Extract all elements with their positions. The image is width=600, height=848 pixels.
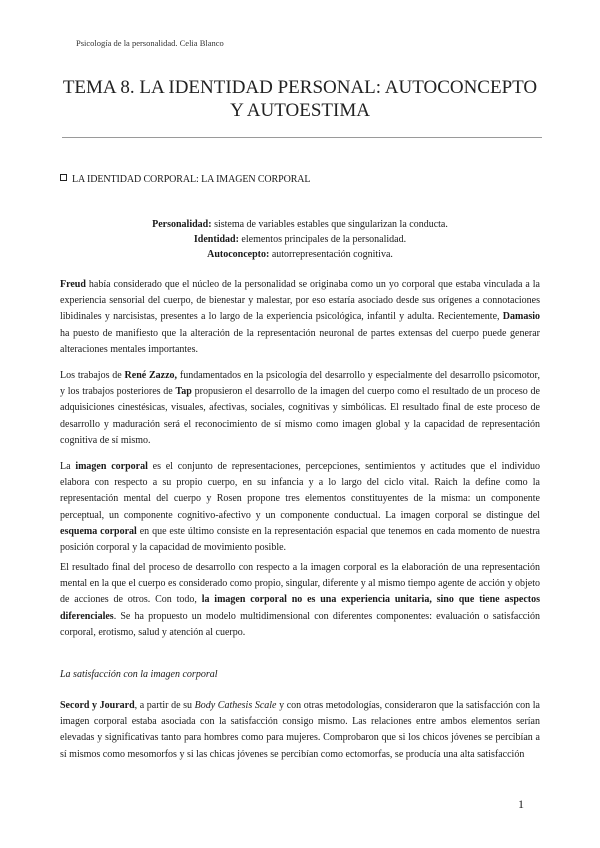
running-header: Psicología de la personalidad. Celia Blanco [76,38,224,48]
page-number: 1 [518,797,524,811]
paragraph-freud [60,277,540,358]
subheading-satisfaccion: La satisfacción con la imagen corporal [60,669,218,680]
paragraph-text: fundamentados en la psicología del desarrollo y especialmente del desarrollo psicomotor, y los trabajos posteriores de [60,370,540,398]
definition-term: Identidad: [193,234,239,245]
definition-text: autorrepresentación cognitiva. [269,249,393,260]
section-heading [60,174,310,185]
definitions-block [60,217,540,262]
paragraph-text: y con otras metodologías, consideraron que la satisfacción con la imagen corporal estaba asociada con la satisfacción consigo mismo. Las relaciones entre ambos elementos serían elevadas y significativas tanto para hombres como para mujeres. Comprobaron que si los chicos jóvenes se percibían a sí mismos como mesomorfos y si las chicas jóvenes se percibían como ectomorfas, se producía una alta satisfacción [60,700,540,760]
paragraph-imagen-corporal [60,459,540,556]
scale-name: Body Cathesis Scale [194,700,277,711]
paragraph-text: había considerado que el núcleo de la personalidad se originaba como un yo corporal que estaba vinculada a la experiencia sensorial del cuerpo, de bienestar y malestar, por eso estaría asociado desde sus orígenes a connotaciones libidinales y narcisistas, presentes a lo largo de la experiencia psicológica, infantil y adulta. Recientemente, [60,279,540,323]
square-bullet-icon [60,174,67,181]
definition-autoconcepto [60,247,540,262]
paragraph-text: ha puesto de manifiesto que la alteración de la representación neuronal de partes extensas del cuerpo puede generar alteraciones mentales importantes. [60,327,540,355]
paragraph-text: propusieron el desarrollo de la imagen del cuerpo como el resultado de un proceso de adquisiciones cinestésicas, visuales, afectivas, sociales, cognitivas y simbólicas. El resultado final de este proceso de desarrollo y maduración será el reconocimiento de sí mismo como imagen global y la capacidad de representación cognitiva de sí mismo. [60,386,540,446]
term-esquema-corporal: esquema corporal [60,525,137,537]
document-title: TEMA 8. LA IDENTIDAD PERSONAL: AUTOCONCEPTO Y AUTOESTIMA [62,77,538,121]
name-zazzo: René Zazzo, [124,370,178,381]
section-heading-text: LA IDENTIDAD CORPORAL: LA IMAGEN CORPORAL [72,174,311,185]
definition-term: Personalidad: [152,219,212,230]
term-imagen-corporal: imagen corporal [75,461,148,472]
paragraph-text: es el conjunto de representaciones, percepciones, sentimientos y actitudes que el individuo elabora con respecto a su propio cuerpo, en su infancia y a lo largo del ciclo vital. Raich la define como la representación mental del cuerpo y Rosen propone tres elementos constituyentes de la misma: un componente perceptual, un componente cognitivo-afectivo y un componente conductual. La imagen corporal se distingue del [60,461,541,521]
definition-term: Autoconcepto: [207,249,270,260]
name-secord-jourard: Secord y Jourard [60,700,135,711]
paragraph-resultado-final [60,560,540,641]
name-tap: Tap [175,386,192,398]
paragraph-zazzo [60,368,540,449]
definition-personalidad [60,217,540,232]
definition-identidad [60,232,540,247]
paragraph-text: La [60,461,76,472]
paragraph-text: , a partir de su [134,700,195,711]
paragraph-text: en que este último consiste en la representación espacial que tenemos en cada momento de nuestra posición corporal y la capacidad de movimiento posible. [60,525,540,554]
paragraph-text: Los trabajos de [60,370,125,381]
definition-text: elementos principales de la personalidad. [238,234,407,245]
name-freud: Freud [60,279,86,290]
key-statement: la imagen corporal no es una experiencia unitaria, sino que tiene aspectos diferenciales [60,594,540,622]
definition-text: sistema de variables estables que singularizan la conducta. [211,219,448,230]
paragraph-secord-jourard [60,698,540,763]
name-damasio: Damasio [502,311,540,323]
paragraph-text: El resultado final del proceso de desarrollo con respecto a la imagen corporal es la elaboración de una representación mental en la que el cuerpo es considerado como propio, singular, diferente y al mismo tiempo agente de acción y objeto de acciones de otros. Con todo, [60,562,540,606]
paragraph-text: . Se ha propuesto un modelo multidimensional con diferentes componentes: evaluación o satisfacción corporal, erotismo, salud y atención al cuerpo. [60,610,540,638]
title-divider [62,137,542,138]
